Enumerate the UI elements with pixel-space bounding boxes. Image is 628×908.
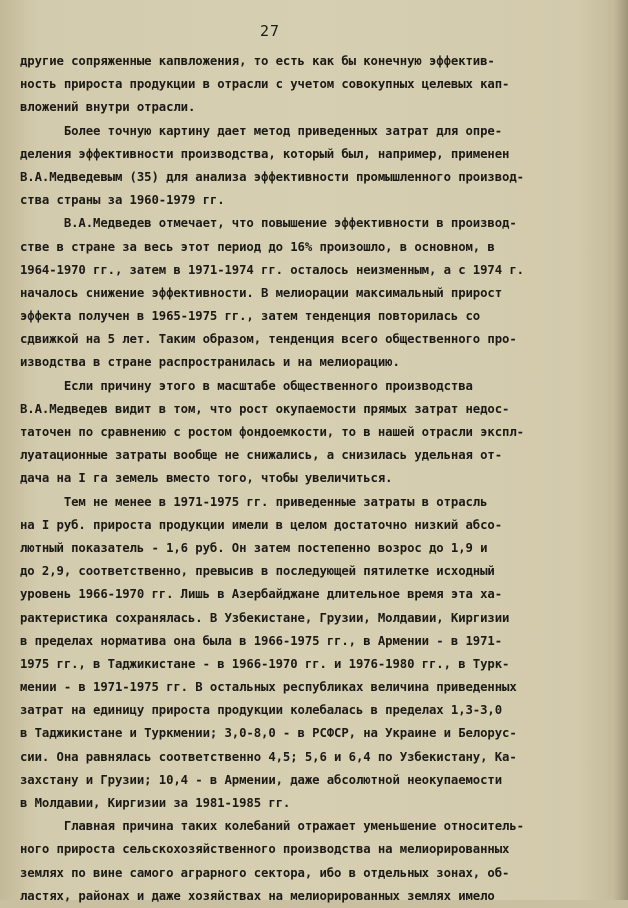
text-line: В.А.Медведев отмечает, что повышение эффективности в производ-: [20, 216, 517, 231]
text-line: луатационные затраты вообще не снижались, а снизилась удельная от-: [20, 448, 503, 463]
text-line: эффекта получен в 1965-1975 гг., затем тенденция повторилась со: [20, 309, 481, 324]
text-line: дача на I га земель вместо того, чтобы увеличиться.: [20, 471, 393, 486]
text-line: В.А.Медведев видит в том, что рост окупаемости прямых затрат недос-: [20, 401, 510, 416]
text-line: вложений внутри отрасли.: [20, 100, 196, 115]
text-line: землях по вине самого аграрного сектора, ибо в отдельных зонах, об-: [20, 865, 510, 880]
text-line: уровень 1966-1970 гг. Лишь в Азербайджане длительное время эта ха-: [20, 587, 503, 602]
text-line: сии. Она равнялась соответственно 4,5; 5,6 и 6,4 по Узбекистану, Ка-: [20, 749, 517, 764]
text-line: ного прироста сельскохозяйственного производства на мелиорированных: [20, 842, 510, 857]
text-line: рактеристика сохранялась. В Узбекистане, Грузии, Молдавии, Киргизии: [20, 610, 510, 625]
text-line: деления эффективности производства, который был, например, применен: [20, 146, 510, 161]
page-number: 27: [259, 22, 281, 40]
text-line: мении - в 1971-1975 гг. В остальных республиках величина приведенных: [20, 680, 517, 695]
text-line: 1964-1970 гг., затем в 1971-1974 гг. осталось неизменным, а с 1974 г.: [20, 262, 524, 277]
text-line: началось снижение эффективности. В мелиорации максимальный прирост: [20, 285, 503, 300]
text-line: 1975 гг., в Таджикистане - в 1966-1970 гг. и 1976-1980 гг., в Турк-: [20, 656, 510, 671]
text-line: в Таджикистане и Туркмении; 3,0-8,0 - в РСФСР, на Украине и Белорус-: [20, 726, 517, 741]
text-line: в пределах норматива она была в 1966-1975 гг., в Армении - в 1971-: [20, 633, 503, 648]
text-line: стве в стране за весь этот период до 16% произошло, в основном, в: [20, 239, 495, 254]
page-edge-shadow: [614, 0, 628, 900]
text-line: сдвижкой на 5 лет. Таким образом, тенденция всего общественного про-: [20, 332, 517, 347]
text-line: В.А.Медведевым (35) для анализа эффективности промышленного производ-: [20, 169, 524, 184]
text-line: лютный показатель - 1,6 руб. Он затем постепенно возрос до 1,9 и: [20, 540, 488, 555]
text-line: ства страны за 1960-1979 гг.: [20, 193, 225, 208]
text-line: Главная причина таких колебаний отражает уменьшение относитель-: [20, 819, 524, 834]
text-line: ность прироста продукции в отрасли с учетом совокупных целевых кап-: [20, 77, 510, 92]
text-line: до 2,9, соответственно, превысив в последующей пятилетке исходный: [20, 564, 495, 579]
text-line: Тем не менее в 1971-1975 гг. приведенные затраты в отрасль: [20, 494, 488, 509]
text-line: другие сопряженные капвложения, то есть как бы конечную эффектив-: [20, 54, 495, 68]
text-line: изводства в стране распространилась и на мелиорацию.: [20, 355, 400, 370]
text-line: ластях, районах и даже хозяйствах на мелиорированных землях имело: [20, 888, 495, 903]
text-line: таточен по сравнению с ростом фондоемкости, то в нашей отрасли экспл-: [20, 425, 524, 439]
text-line: на I руб. прироста продукции имели в целом достаточно низкий абсо-: [20, 517, 503, 532]
body-text: [20, 50, 595, 908]
text-line: в Молдавии, Киргизии за 1981-1985 гг.: [20, 796, 291, 810]
text-line: затрат на единицу прироста продукции колебалась в пределах 1,3-3,0: [20, 703, 503, 718]
text-line: Более точную картину дает метод приведенных затрат для опре-: [20, 123, 503, 138]
text-line: захстану и Грузии; 10,4 - в Армении, даже абсолютной неокупаемости: [20, 772, 503, 787]
text-line: Если причину этого в масштабе общественного производства: [20, 378, 473, 393]
